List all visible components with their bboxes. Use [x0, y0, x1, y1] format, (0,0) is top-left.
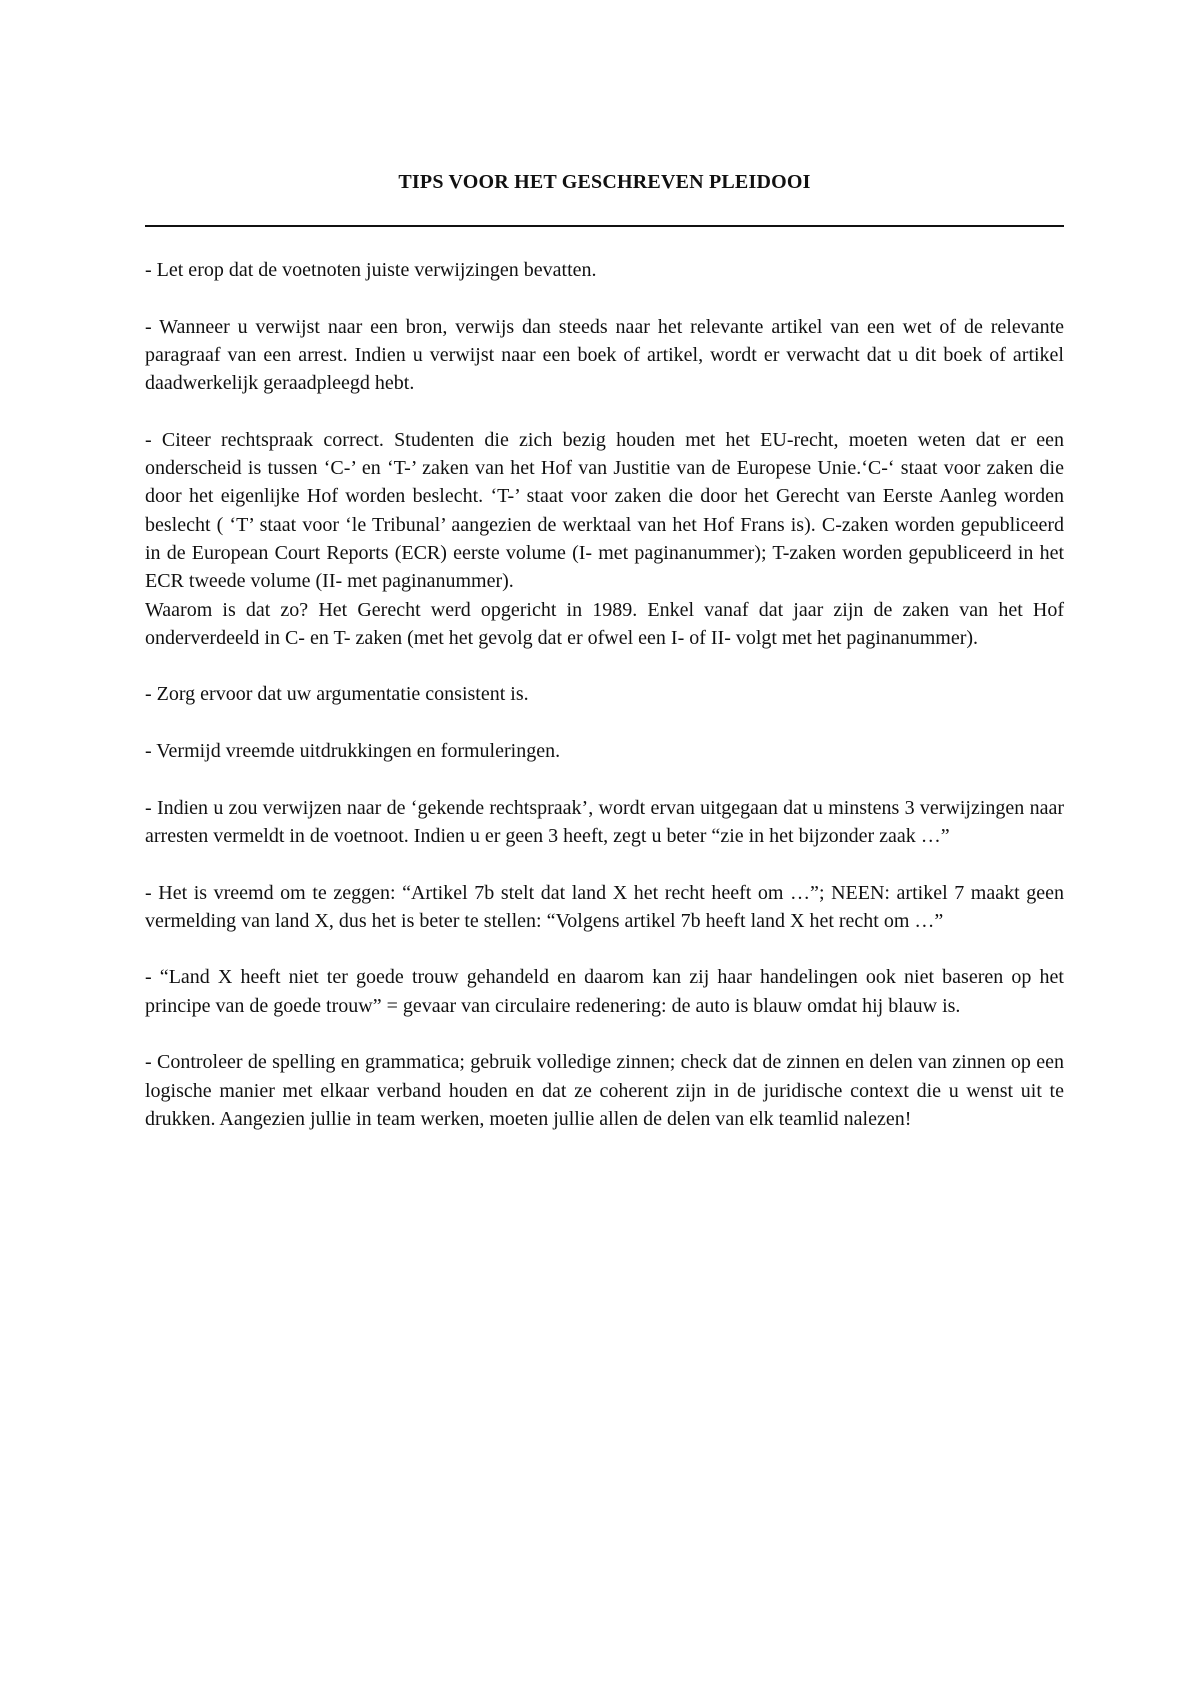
tip-paragraph-footnotes: - Let erop dat de voetnoten juiste verwijzingen bevatten. — [145, 259, 597, 281]
tip-paragraph-circular-reasoning: - “Land X heeft niet ter goede trouw gehandeld en daarom kan zij haar handelingen ook niet baseren op het principe van de goede trouw” = gevaar van circulaire redenering: de auto is blauw omdat hij blauw is. — [145, 966, 1064, 1017]
tip-paragraph-known-case-law: - Indien u zou verwijzen naar de ‘gekende rechtspraak’, wordt ervan uitgegaan dat u minstens 3 verwijzingen naar arresten vermeldt in de voetnoot. Indien u er geen 3 heeft, zegt u beter “zie in het bijzonder zaak …” — [145, 796, 1064, 847]
tip-paragraph-spelling: - Controleer de spelling en grammatica; gebruik volledige zinnen; check dat de zinnen en delen van zinnen op een logische manier met elkaar verband houden en dat ze coherent zijn in de juridische context die u wenst uit te drukken. Aangezien jullie in team werken, moeten jullie allen de delen van elk teamlid nalezen! — [145, 1051, 1064, 1130]
tip-paragraph-article-phrasing: - Het is vreemd om te zeggen: “Artikel 7b stelt dat land X het recht heeft om …”; NEEN: artikel 7 maakt geen vermelding van land X, dus het is beter te stellen: “Volgens artikel 7b heeft land X het recht om …” — [145, 881, 1064, 932]
document-title: TIPS VOOR HET GESCHREVEN PLEIDOOI — [398, 171, 811, 193]
tip-paragraph-expressions: - Vermijd vreemde uitdrukkingen en formuleringen. — [145, 740, 561, 763]
document-body — [145, 256, 1064, 1162]
tip-paragraph-case-law-why: Waarom is dat zo? Het Gerecht werd opgericht in 1989. Enkel vanaf dat jaar zijn de zaken van het Hof onderverdeeld in C- en T- zaken (met het gevolg dat er ofwel een I- of II- volgt met het paginanummer). — [145, 598, 1064, 649]
tip-paragraph-consistency: - Zorg ervoor dat uw argumentatie consistent is. — [145, 683, 529, 706]
tip-paragraph-case-law: - Citeer rechtspraak correct. Studenten die zich bezig houden met het EU-recht, moeten weten dat er een onderscheid is tussen ‘C-’ en ‘T-’ zaken van het Hof van Justitie van de Europese Unie.‘C-‘ staat voor zaken die door het eigenlijke Hof worden beslecht. ‘T-’ staat voor zaken die door het Gerecht van Eerste Aanleg worden beslecht ( ‘T’ staat voor ‘le Tribunal’ aangezien de werktaal van het Hof Frans is). C-zaken worden gepubliceerd in de European Court Reports (ECR) eerste volume (I- met paginanummer); T-zaken worden gepubliceerd in het ECR tweede volume (II- met paginanummer). — [145, 428, 1064, 593]
title-divider — [145, 225, 1064, 227]
tip-paragraph-sources: - Wanneer u verwijst naar een bron, verwijs dan steeds naar het relevante artikel van een wet of de relevante paragraaf van een arrest. Indien u verwijst naar een boek of artikel, wordt er verwacht dat u dit boek of artikel daadwerkelijk geraadpleegd hebt. — [145, 315, 1064, 395]
